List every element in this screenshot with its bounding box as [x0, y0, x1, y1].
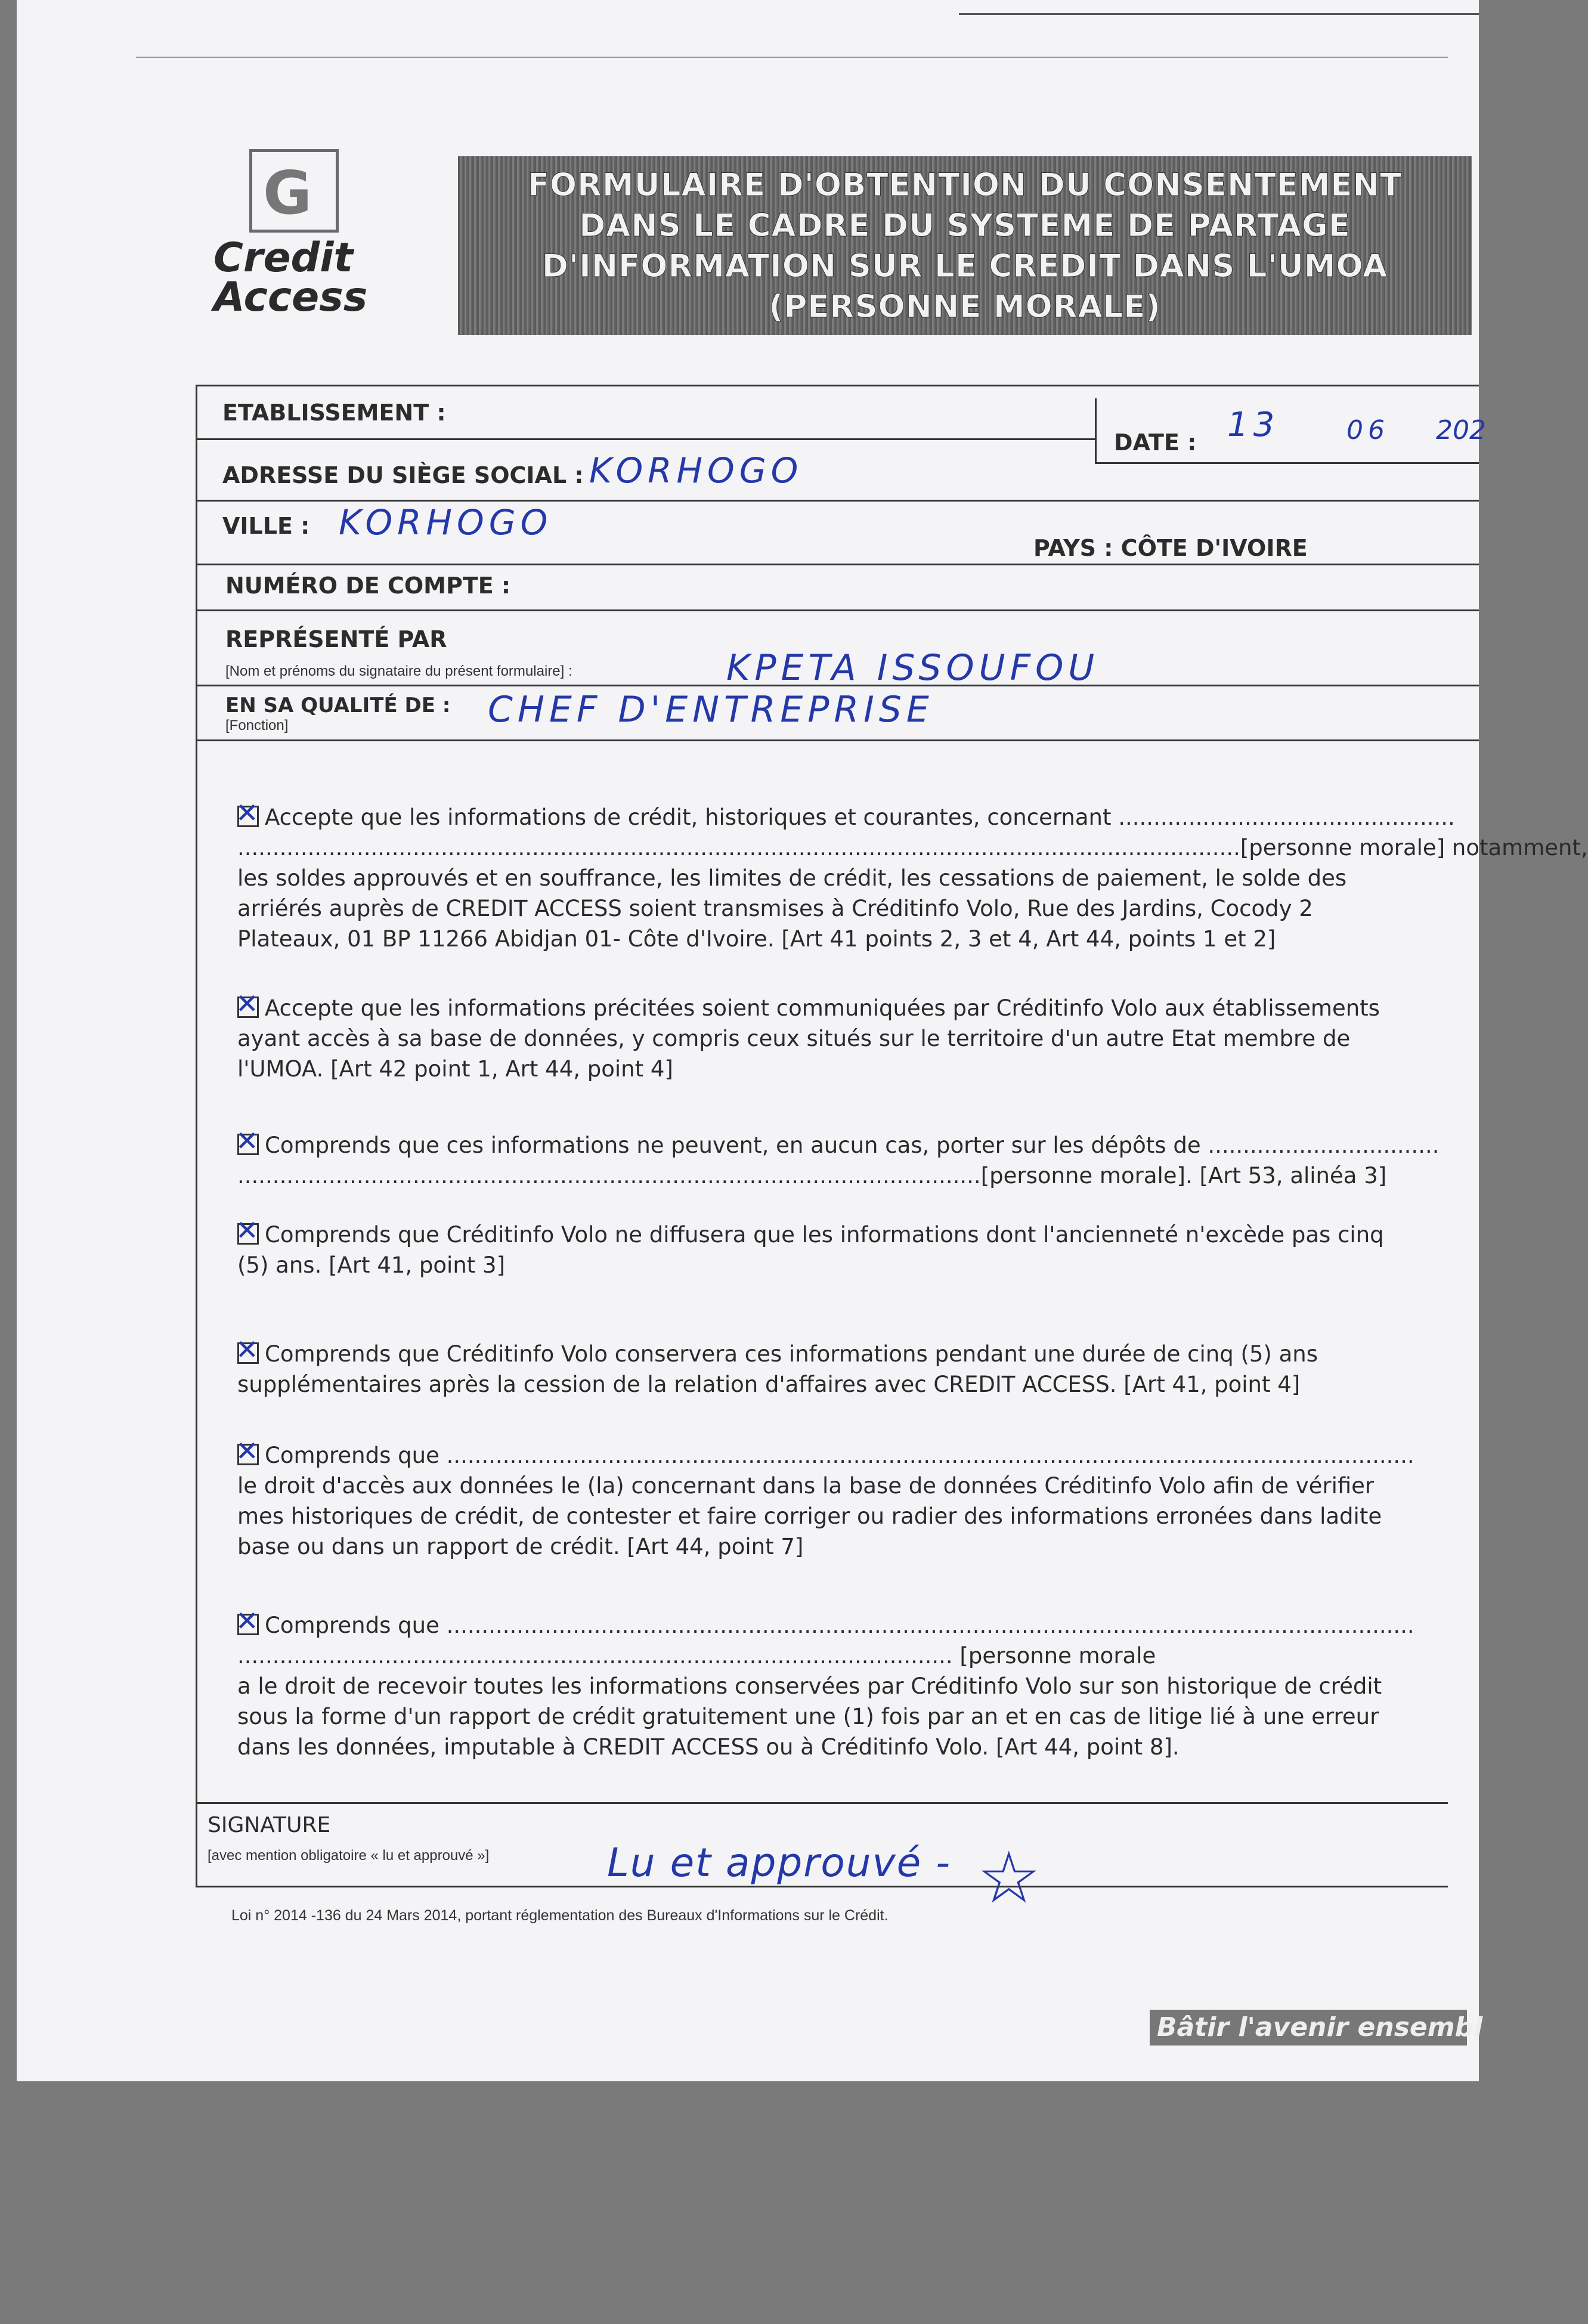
top-rule — [959, 13, 1479, 15]
top-rule-faint — [136, 57, 1448, 58]
banner-line-1: FORMULAIRE D'OBTENTION DU CONSENTEMENT — [527, 167, 1403, 203]
clause-6: ✕Comprends que .......................................................................................................................................... le droit d'accès aux données le (la) concernant dans la base de données Créditinfo Volo afin de vérifier mes historiques de crédit, de contester et faire corriger ou radier des informations erronées dans ladite base ou dans un rapport de crédit. [Art 44, point 7] — [237, 1440, 1478, 1562]
signature-mark-icon: ☆ — [977, 1838, 1041, 1918]
document-page — [17, 0, 1588, 2081]
banner-line-4: (PERSONNE MORALE) — [769, 289, 1161, 325]
banner-line-3: D'INFORMATION SUR LE CREDIT DANS L'UMOA — [541, 248, 1388, 284]
credit-access-logo — [213, 149, 392, 328]
adresse-label: ADRESSE DU SIÈGE SOCIAL : — [222, 462, 584, 488]
date-label: DATE : — [1114, 429, 1197, 456]
signature-handwritten: Lu et approuvé - — [607, 1840, 952, 1886]
pays-label: PAYS : CÔTE D'IVOIRE — [1033, 535, 1308, 561]
date-year: 202 — [1436, 415, 1486, 445]
row-divider-6 — [196, 739, 1479, 741]
signature-label: SIGNATURE — [208, 1813, 331, 1837]
row-divider-2 — [196, 500, 1479, 502]
clause-7: ✕Comprends que .......................................................................................................................................... ...................................................................................................... [personne morale a le droit de recevoir toutes les informations conservées par Créditinfo Volo sur son historique de crédit sous la forme d'un rapport de crédit gratuitement une (1) fois par an et en cas de litige lié à une erreur dans les données, imputable à CREDIT ACCESS ou à Créditinfo Volo. [Art 44, point 8]. — [237, 1610, 1478, 1762]
date-day: 13 — [1227, 406, 1280, 444]
qualite-value: CHEF D'ENTREPRISE — [488, 689, 934, 731]
form-top-border — [196, 385, 1479, 386]
logo-text-access: Access — [213, 274, 368, 321]
compte-label: NUMÉRO DE COMPTE : — [225, 573, 511, 599]
ville-label: VILLE : — [222, 513, 310, 539]
clause-3: ✕Comprends que ces informations ne peuvent, en aucun cas, porter sur les dépôts de ................................. ..........................................................................................................[personne morale]. [Art 53, alinéa 3] — [237, 1130, 1478, 1191]
clause-4: ✕Comprends que Créditinfo Volo ne diffusera que les informations dont l'ancienneté n'excède pas cinq (5) ans. [Art 41, point 3] — [237, 1220, 1478, 1280]
date-bottom — [1095, 462, 1479, 464]
banner-line-2: DANS LE CADRE DU SYSTEME DE PARTAGE — [579, 208, 1351, 244]
clause-5-checkbox[interactable] — [237, 1342, 259, 1364]
title-banner — [458, 156, 1472, 335]
slogan: Bâtir l'avenir ensembl — [1150, 2010, 1467, 2046]
clause-7-checkbox[interactable] — [237, 1614, 259, 1635]
adresse-value: KORHOGO — [589, 450, 803, 491]
date-divider — [1095, 398, 1097, 464]
clause-2-checkbox[interactable] — [237, 997, 259, 1018]
form-bottom-border — [196, 1886, 1448, 1887]
row-divider-3 — [196, 564, 1479, 565]
etablissement-label: ETABLISSEMENT : — [222, 400, 446, 426]
clause-1-checkbox[interactable] — [237, 806, 259, 827]
qualite-hint: [Fonction] — [225, 717, 289, 734]
clause-1: ✕Accepte que les informations de crédit, historiques et courantes, concernant ................................................ ...............................................................................................................................................[personne morale] notamment, les soldes approuvés et en souffrance, les limites de crédit, les cessations de paiement, le solde des arriérés auprès de CREDIT ACCESS soient transmises à Créditinfo Volo, Rue des Jardins, Cocody 2 Plateaux, 01 BP 11266 Abidjan 01- Côte d'Ivoire. [Art 41 points 2, 3 et 4, Art 44, points 1 et 2] — [237, 802, 1478, 954]
logo-text-credit: Credit — [213, 234, 354, 281]
represente-hint: [Nom et prénoms du signataire du présent formulaire] : — [225, 663, 572, 679]
row-divider-4 — [196, 609, 1479, 611]
clause-5: ✕Comprends que Créditinfo Volo conservera ces informations pendant une durée de cinq (5) ans supplémentaires après la cession de la relation d'affaires avec CREDIT ACCESS. [Art 41, point 4] — [237, 1339, 1478, 1400]
signature-hint: [avec mention obligatoire « lu et approuvé »] — [208, 1848, 490, 1864]
clause-2: ✕Accepte que les informations précitées soient communiquées par Créditinfo Volo aux établissements ayant accès à sa base de données, y compris ceux situés sur le territoire d'un autre Etat membre de l'UMOA. [Art 42 point 1, Art 44, point 4] — [237, 993, 1478, 1084]
date-month: 06 — [1346, 415, 1389, 445]
row-divider-1 — [196, 438, 1096, 440]
signature-divider — [196, 1802, 1448, 1804]
clause-3-checkbox[interactable] — [237, 1134, 259, 1155]
credit-access-logo-icon: G — [249, 149, 339, 233]
clause-6-checkbox[interactable] — [237, 1444, 259, 1465]
ville-value: KORHOGO — [339, 502, 553, 543]
represente-value: KPETA ISSOUFOU — [726, 647, 1100, 689]
qualite-label: EN SA QUALITÉ DE : — [225, 694, 451, 717]
law-reference: Loi n° 2014 -136 du 24 Mars 2014, portant réglementation des Bureaux d'Informations sur le Crédit. — [231, 1907, 889, 1924]
represente-label: REPRÉSENTÉ PAR — [225, 626, 447, 652]
clause-4-checkbox[interactable] — [237, 1223, 259, 1245]
